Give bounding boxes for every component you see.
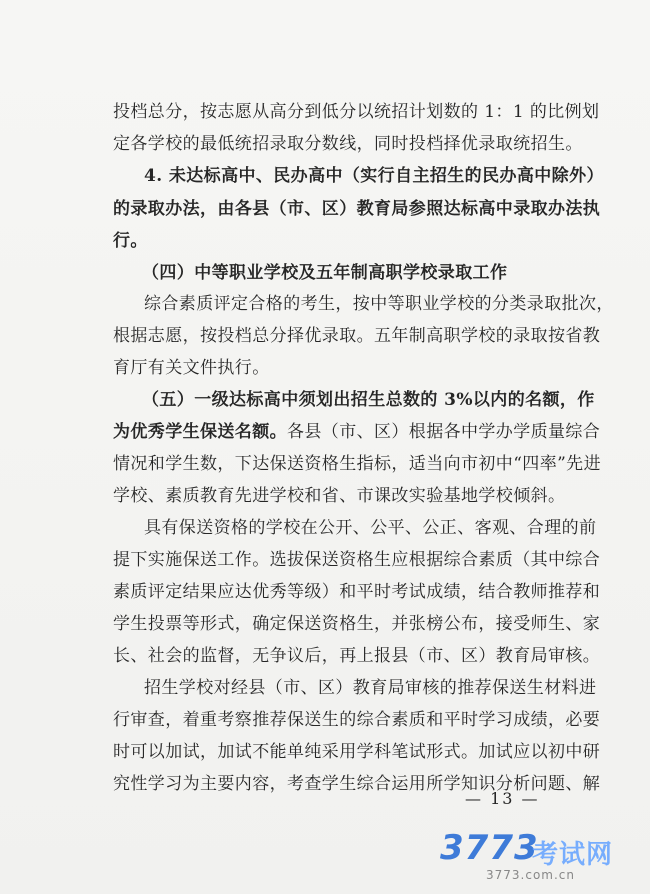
text-line: 综合素质评定合格的考生，按中等职业学校的分类录取批次，	[144, 294, 614, 314]
watermark-logo-digits: 3773	[440, 828, 539, 868]
text-line: 素质评定结果应达优秀等级）和平时考试成绩，结合教师推荐和	[113, 582, 601, 602]
watermark-url: 3773.com.cn	[486, 868, 575, 882]
text-line: 招生学校对经县（市、区）教育局审核的推荐保送生材料进	[144, 678, 597, 698]
text-line: 时可以加试，加试不能单纯采用学科笔试形式。加试应以初中研	[113, 742, 601, 762]
section-heading-4: （四）中等职业学校及五年制高职学校录取工作	[142, 263, 508, 283]
text-line: 根据志愿，按投档总分择优录取。五年制高职学校的录取按省教	[113, 326, 601, 346]
section-heading-5: （五）一级达标高中须划出招生总数的 3%以内的名额，作	[142, 390, 595, 410]
text-span: 各县（市、区）根据各中学办学质量综合	[287, 422, 601, 442]
text-line: 的录取办法，由各县（市、区）教育局参照达标高中录取办法执	[113, 199, 601, 219]
text-line: 情况和学生数，下达保送资格生指标，适当向市初中“四率”先进	[113, 454, 601, 474]
text-line: 学生投票等形式，确定保送资格生，并张榜公布，接受师生、家	[113, 614, 601, 634]
text-line: 究性学习为主要内容，考查学生综合运用所学知识分析问题、解	[113, 774, 601, 794]
text-line: 学校、素质教育先进学校和省、市课改实验基地学校倾斜。	[113, 486, 566, 506]
text-line: 具有保送资格的学校在公开、公平、公正、客观、合理的前	[144, 518, 597, 538]
bold-phrase: 为优秀学生保送名额。	[113, 422, 287, 442]
text-line: 育厅有关文件执行。	[113, 358, 270, 378]
text-line: 长、社会的监督，无争议后，再上报县（市、区）教育局审核。	[113, 646, 601, 666]
text-line: 行。	[113, 231, 148, 251]
text-line: 行审查，着重考察推荐保送生的综合素质和平时学习成绩，必要	[113, 710, 601, 730]
page-number: — 13 —	[465, 789, 540, 808]
text-line: 提下实施保送工作。选拔保送资格生应根据综合素质（其中综合	[113, 550, 601, 570]
text-line: 定各学校的最低统招录取分数线，同时投档择优录取统招生。	[113, 134, 583, 154]
text-line: 投档总分，按志愿从高分到低分以统招计划数的 1：1 的比例划	[113, 102, 600, 122]
text-line	[113, 421, 600, 443]
watermark-logo-text: 考试网	[532, 840, 614, 870]
numbered-item-4: 4. 未达标高中、民办高中（实行自主招生的民办高中除外）	[144, 166, 604, 186]
